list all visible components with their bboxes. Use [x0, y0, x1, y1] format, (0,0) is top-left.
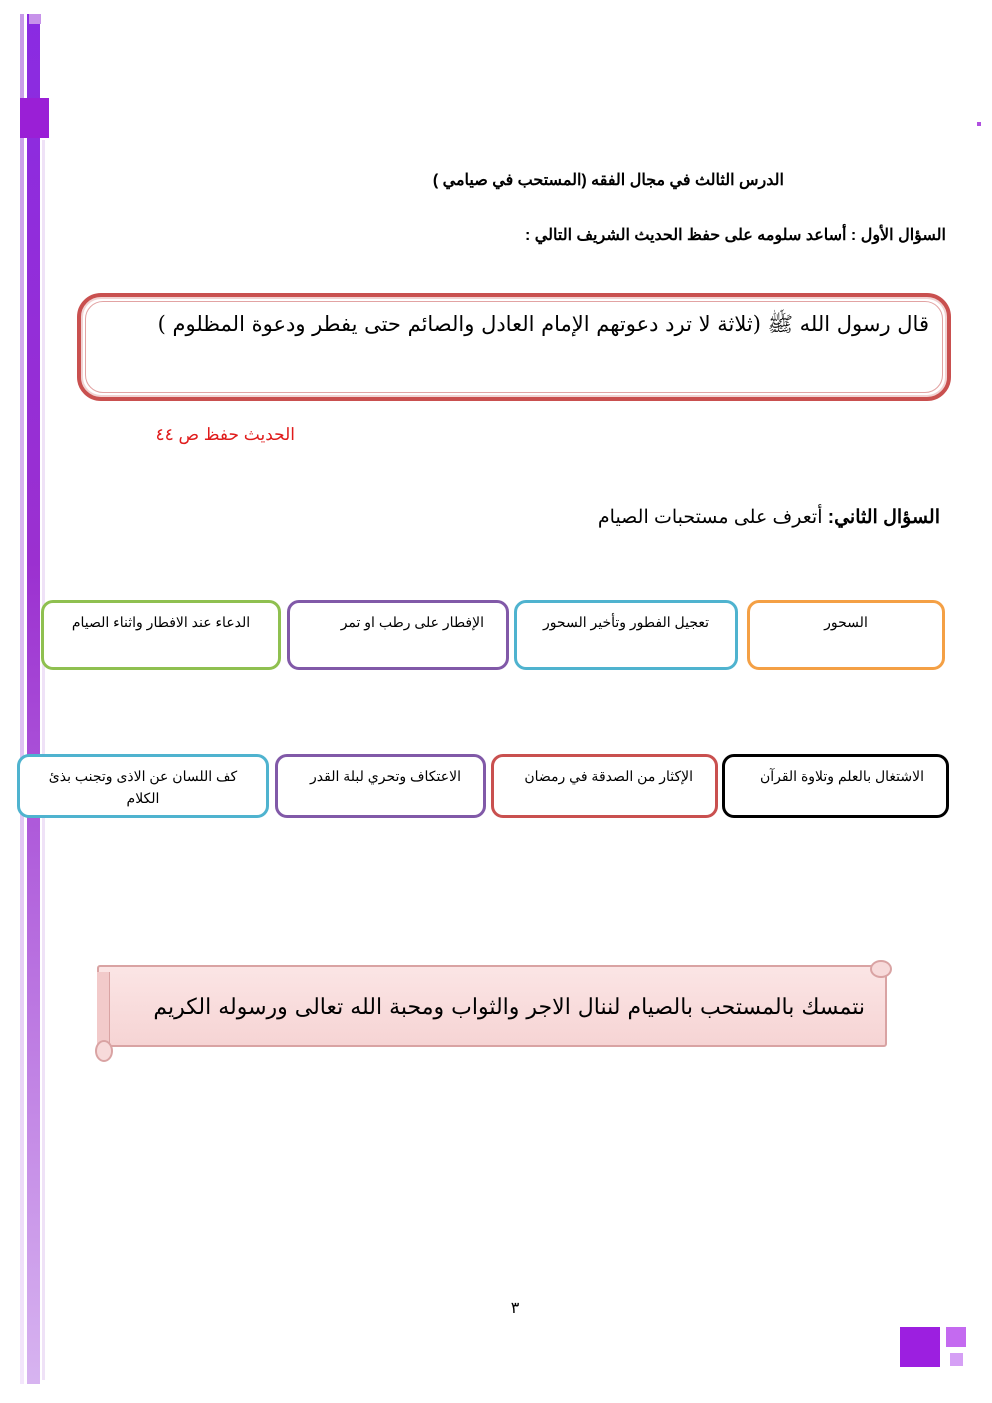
- scroll-curl-bottom: [95, 1040, 113, 1062]
- lesson-title: الدرس الثالث في مجال الفقه (المستحب في صيامي ): [432, 172, 784, 189]
- question-two: [598, 506, 940, 529]
- left-decor-top-square: [29, 14, 41, 24]
- question-two-label: السؤال الثاني:: [827, 507, 940, 528]
- card-text: الاشتغال بالعلم وتلاوة القرآن: [759, 768, 924, 784]
- corner-decor-square-large: [900, 1327, 940, 1367]
- card-itikaf: [275, 754, 486, 818]
- card-text: تعجيل الفطور وتأخير السحور: [542, 614, 710, 630]
- card-guard-tongue: [17, 754, 269, 818]
- question-one-label: السؤال الأول : أساعد سلومه على حفظ الحديث الشريف التالي :: [525, 227, 946, 244]
- scroll-curl-top: [870, 960, 892, 978]
- card-text: الإفطار على رطب او تمر: [340, 614, 484, 630]
- card-hasten-iftar: [514, 600, 738, 670]
- card-text: الاعتكاف وتحري لبلة القدر: [310, 768, 461, 784]
- banner-text: نتمسك بالمستحب بالصيام لننال الاجر والثواب ومحبة الله تعالى ورسوله الكريم: [153, 995, 865, 1020]
- scroll-roll: [97, 972, 110, 1050]
- hadith-text: قال رسول الله ﷺ (ثلاثة لا ترد دعوتهم الإمام العادل والصائم حتى يفطر ودعوة المظلوم ): [157, 312, 929, 336]
- card-knowledge-quran: [722, 754, 949, 818]
- card-text: الدعاء عند الافطار واثناء الصيام: [71, 614, 251, 630]
- corner-decor-square-small: [950, 1353, 963, 1366]
- right-decor-dot: [977, 122, 981, 126]
- corner-decor-square-medium: [946, 1327, 966, 1347]
- card-charity: [491, 754, 718, 818]
- left-decor-thin-bar: [20, 14, 24, 1384]
- card-text: كف اللسان عن الاذى وتجنب بذئ الكلام: [48, 768, 238, 806]
- card-dua-at-iftar: [41, 600, 281, 670]
- card-break-with-dates: [287, 600, 509, 670]
- card-text: الإكثار من الصدقة في رمضان: [524, 768, 693, 784]
- question-two-text: أتعرف على مستحبات الصيام: [597, 507, 828, 528]
- card-suhoor: [747, 600, 945, 670]
- left-decor-bar: [27, 14, 40, 1384]
- page-number: ٣: [510, 1300, 520, 1317]
- card-text: السحور: [824, 614, 868, 630]
- hadith-note: الحديث حفظ ص ٤٤: [155, 425, 295, 444]
- left-decor-square: [20, 98, 49, 138]
